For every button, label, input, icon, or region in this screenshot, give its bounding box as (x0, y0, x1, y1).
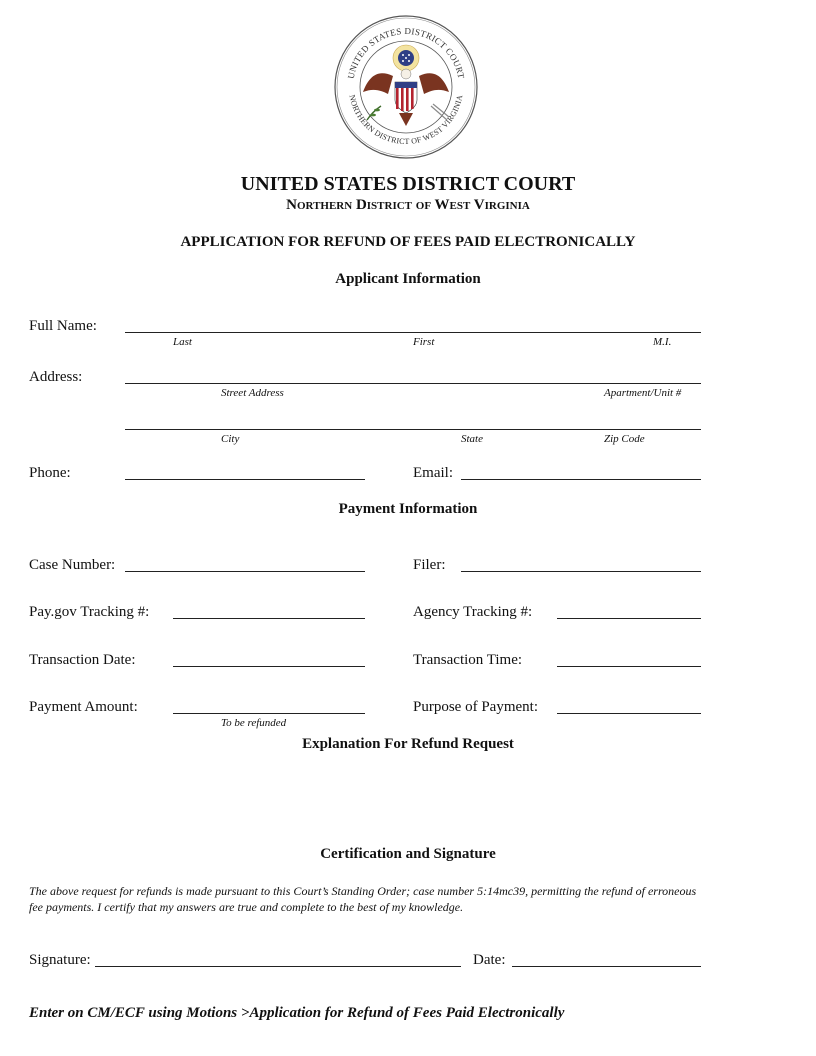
district-subtitle: Northern District of West Virginia (286, 197, 530, 213)
paygov-tracking-field[interactable] (173, 618, 365, 619)
first-name-caption: First (413, 336, 435, 348)
full-name-label: Full Name: (29, 318, 97, 334)
phone-field[interactable] (125, 479, 365, 480)
transaction-time-field[interactable] (557, 666, 701, 667)
payment-section-title: Payment Information (338, 501, 478, 517)
court-seal-logo (333, 14, 479, 160)
email-field[interactable] (461, 479, 701, 480)
filer-label: Filer: (413, 557, 446, 573)
date-label: Date: (473, 952, 506, 968)
explanation-area[interactable] (29, 760, 701, 840)
applicant-section-title: Applicant Information (335, 271, 481, 287)
svg-text:UNITED STATES DISTRICT COURT: UNITED STATES DISTRICT COURT (345, 25, 467, 80)
cmecf-instruction: Enter on CM/ECF using Motions >Application for Refund of Fees Paid Electronically (29, 1005, 565, 1021)
street-address-field[interactable] (125, 383, 701, 384)
amount-caption: To be refunded (221, 717, 287, 729)
payment-amount-label: Payment Amount: (29, 699, 138, 715)
email-label: Email: (413, 465, 453, 481)
svg-text:NORTHERN DISTRICT OF WEST VIRG: NORTHERN DISTRICT OF WEST VIRGINIA (347, 93, 465, 147)
middle-initial-caption: M.I. (653, 336, 672, 348)
paygov-tracking-label: Pay.gov Tracking #: (29, 604, 150, 620)
explanation-section-title: Explanation For Refund Request (302, 736, 514, 752)
street-address-caption: Street Address (221, 387, 284, 399)
signature-field[interactable] (95, 966, 461, 967)
case-number-field[interactable] (125, 571, 365, 572)
certification-statement-line2: fee payments. I certify that my answers are true and complete to the best of my knowledge. (29, 900, 464, 914)
date-field[interactable] (512, 966, 701, 967)
court-title: UNITED STATES DISTRICT COURT (240, 173, 576, 195)
case-number-label: Case Number: (29, 557, 116, 573)
last-name-caption: Last (173, 336, 192, 348)
apartment-caption: Apartment/Unit # (604, 387, 682, 399)
transaction-date-field[interactable] (173, 666, 365, 667)
purpose-field[interactable] (557, 713, 701, 714)
payment-amount-field[interactable] (173, 713, 365, 714)
certification-section-title: Certification and Signature (320, 846, 496, 862)
address-label: Address: (29, 369, 83, 385)
certification-statement-line1: The above request for refunds is made pursuant to this Court’s Standing Order; case number 5:14mc39, permitting the refund of erroneous (29, 884, 697, 898)
filer-field[interactable] (461, 571, 701, 572)
signature-label: Signature: (29, 952, 91, 968)
transaction-date-label: Transaction Date: (29, 652, 136, 668)
transaction-time-label: Transaction Time: (413, 652, 523, 668)
full-name-field[interactable] (125, 332, 701, 333)
agency-tracking-label: Agency Tracking #: (413, 604, 533, 620)
purpose-label: Purpose of Payment: (413, 699, 538, 715)
form-title: APPLICATION FOR REFUND OF FEES PAID ELECTRONICALLY (180, 234, 636, 250)
city-state-zip-field[interactable] (125, 429, 701, 430)
agency-tracking-field[interactable] (557, 618, 701, 619)
zip-caption: Zip Code (604, 433, 645, 445)
city-caption: City (221, 433, 240, 445)
state-caption: State (461, 433, 483, 445)
phone-label: Phone: (29, 465, 71, 481)
